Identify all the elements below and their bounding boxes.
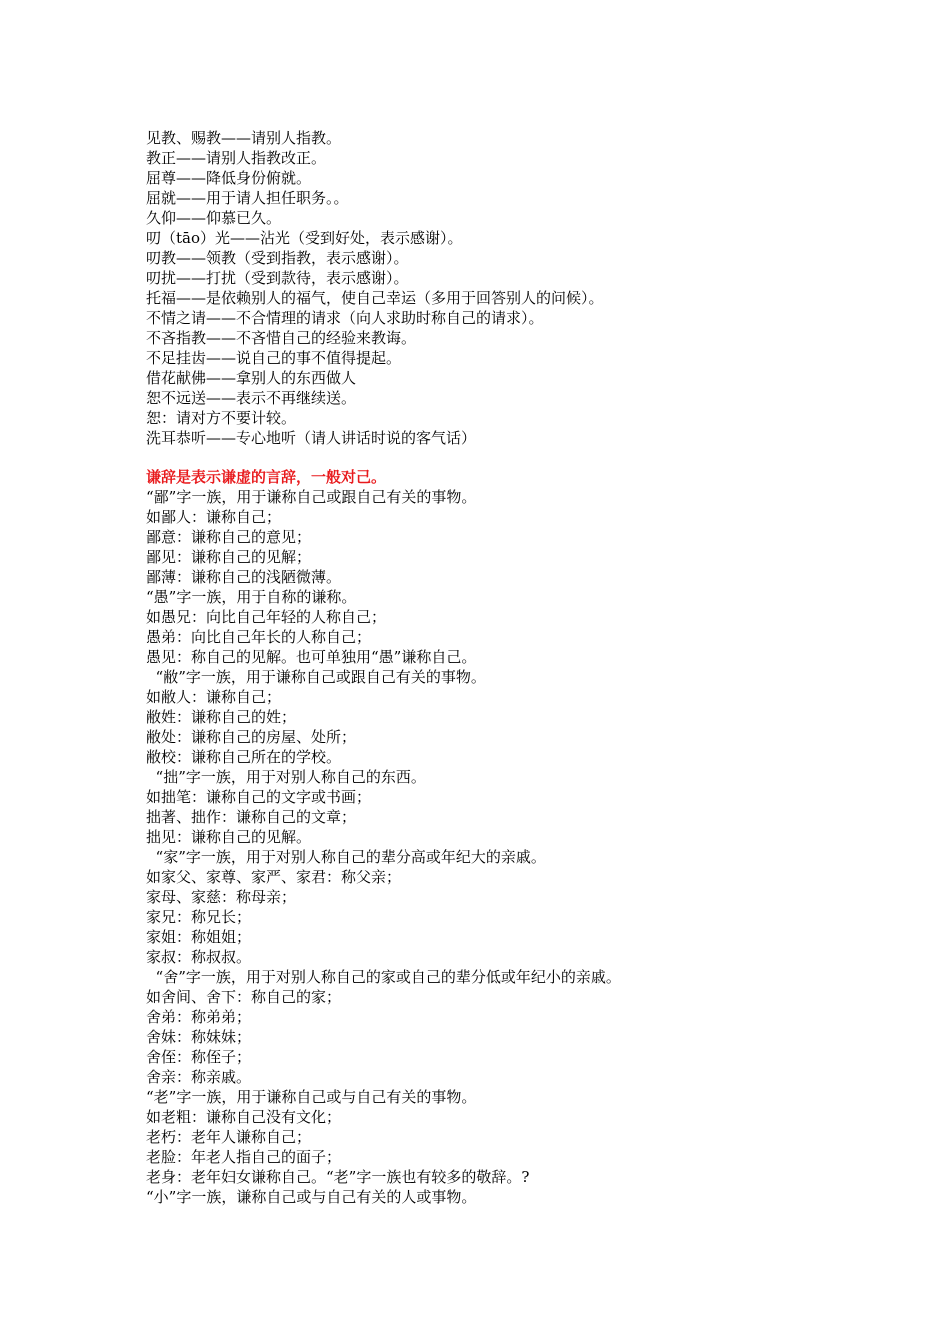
- text-line: 拙见：谦称自己的见解。: [146, 828, 312, 846]
- text-line: 舍妹：称妹妹；: [146, 1028, 252, 1046]
- text-line: “拙”字一族，用于对别人称自己的东西。: [146, 768, 426, 786]
- text-line: 鄙薄：谦称自己的浅陋微薄。: [146, 568, 342, 586]
- text-line: 托福——是依赖别人的福气，使自己幸运（多用于回答别人的问候）。: [146, 289, 604, 307]
- text-line: 敝姓：谦称自己的姓；: [146, 708, 297, 726]
- text-line: 久仰——仰慕已久。: [146, 209, 282, 227]
- text-line: 鄙意：谦称自己的意见；: [146, 528, 312, 546]
- section-honorific-phrases: [146, 128, 886, 448]
- text-line: 敝处：谦称自己的房屋、处所；: [146, 728, 357, 746]
- text-line: 家母、家慈：称母亲；: [146, 888, 297, 906]
- text-line: 老朽：老年人谦称自己；: [146, 1128, 312, 1146]
- text-line: 如鄙人：谦称自己；: [146, 508, 282, 526]
- text-line: 敝校：谦称自己所在的学校。: [146, 748, 342, 766]
- text-line: 如愚兄：向比自己年轻的人称自己；: [146, 608, 387, 626]
- section-humble-words: [146, 467, 886, 1207]
- text-line: 屈尊——降低身份俯就。: [146, 169, 312, 187]
- text-line: 老脸：年老人指自己的面子；: [146, 1148, 342, 1166]
- text-line: 如拙笔：谦称自己的文字或书画；: [146, 788, 372, 806]
- text-line: 老身：老年妇女谦称自己。“老”字一族也有较多的敬辞。?: [146, 1168, 530, 1186]
- text-line: 屈就——用于请人担任职务。。: [146, 189, 349, 207]
- text-line: 家兄：称兄长；: [146, 908, 252, 926]
- text-line: 不情之请——不合情理的请求（向人求助时称自己的请求）。: [146, 309, 544, 327]
- text-line: “愚”字一族，用于自称的谦称。: [146, 588, 357, 606]
- text-line: “敝”字一族，用于谦称自己或跟自己有关的事物。: [146, 668, 486, 686]
- text-line: “老”字一族，用于谦称自己或与自己有关的事物。: [146, 1088, 477, 1106]
- text-line: 叨扰——打扰（受到款待，表示感谢）。: [146, 269, 409, 287]
- text-line: 如老粗：谦称自己没有文化；: [146, 1108, 342, 1126]
- text-line: 见教、赐教——请别人指教。: [146, 129, 342, 147]
- text-line: “家”字一族，用于对别人称自己的辈分高或年纪大的亲戚。: [146, 848, 546, 866]
- text-line: 拙著、拙作：谦称自己的文章；: [146, 808, 357, 826]
- text-line: 鄙见：谦称自己的见解；: [146, 548, 312, 566]
- text-line: 愚弟：向比自己年长的人称自己；: [146, 628, 372, 646]
- text-line: 恕不远送——表示不再继续送。: [146, 389, 357, 407]
- text-line: 叨（tāo）光——沾光（受到好处，表示感谢）。: [146, 229, 463, 247]
- text-line: 借花献佛——拿别人的东西做人: [146, 369, 357, 387]
- text-line: 家姐：称姐姐；: [146, 928, 252, 946]
- text-line: 舍亲：称亲戚。: [146, 1068, 252, 1086]
- text-line: 愚见：称自己的见解。也可单独用“愚”谦称自己。: [146, 648, 477, 666]
- text-line: 如家父、家尊、家严、家君：称父亲；: [146, 868, 402, 886]
- text-line: 不吝指教——不吝惜自己的经验来教诲。: [146, 329, 417, 347]
- text-line: 教正——请别人指教改正。: [146, 149, 327, 167]
- text-line: 恕：请对方不要计较。: [146, 409, 297, 427]
- text-line: 如敝人：谦称自己；: [146, 688, 282, 706]
- text-line: “舍”字一族，用于对别人称自己的家或自己的辈分低或年纪小的亲戚。: [146, 968, 621, 986]
- text-line: 舍弟：称弟弟；: [146, 1008, 252, 1026]
- text-line: “鄙”字一族，用于谦称自己或跟自己有关的事物。: [146, 488, 477, 506]
- text-line: 家叔：称叔叔。: [146, 948, 252, 966]
- text-line: 如舍间、舍下：称自己的家；: [146, 988, 342, 1006]
- text-line: 舍侄：称侄子；: [146, 1048, 252, 1066]
- text-line: 不足挂齿——说自己的事不值得提起。: [146, 349, 402, 367]
- text-line: 洗耳恭听——专心地听（请人讲话时说的客气话）: [146, 429, 477, 447]
- section-heading: 谦辞是表示谦虚的言辞，一般对己。: [146, 468, 387, 486]
- text-line: 叨教——领教（受到指教，表示感谢）。: [146, 249, 409, 267]
- text-line: “小”字一族，谦称自己或与自己有关的人或事物。: [146, 1188, 477, 1206]
